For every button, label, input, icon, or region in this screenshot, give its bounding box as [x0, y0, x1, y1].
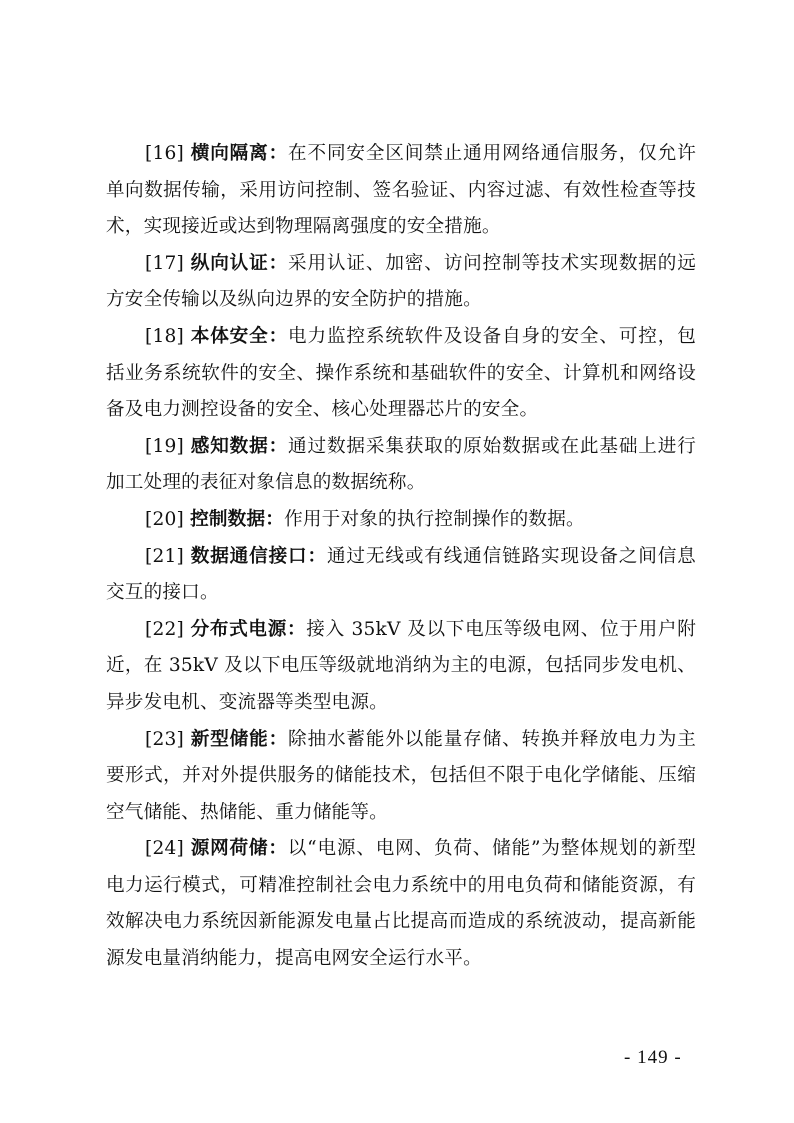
entry-definition: 接入 35kV 及以下电压等级电网、位于用户附近，在 35kV 及以下电压等级就地消纳为主的电源，包括同步发电机、异步发电机、变流器等类型电源。	[106, 618, 696, 713]
definition-21	[106, 539, 696, 612]
page-number: - 149 -	[624, 1047, 682, 1068]
definition-20	[106, 502, 696, 539]
entry-number: [20]	[145, 508, 184, 530]
entry-term: 纵向认证：	[190, 252, 289, 274]
definition-24	[106, 831, 696, 977]
entry-definition: 采用认证、加密、访问控制等技术实现数据的远方安全传输以及纵向边界的安全防护的措施。	[106, 252, 696, 311]
entry-definition: 通过无线或有线通信链路实现设备之间信息交互的接口。	[106, 545, 696, 604]
entry-definition: 在不同安全区间禁止通用网络通信服务，仅允许单向数据传输，采用访问控制、签名验证、内容过滤、有效性检查等技术，实现接近或达到物理隔离强度的安全措施。	[106, 143, 696, 238]
entry-term: 新型储能：	[190, 728, 289, 750]
definition-17	[106, 246, 696, 319]
definition-19	[106, 429, 696, 502]
entry-definition: 除抽水蓄能外以能量存储、转换并释放电力为主要形式，并对外提供服务的储能技术，包括但不限于电化学储能、压缩空气储能、热储能、重力储能等。	[106, 728, 696, 823]
entry-term: 横向隔离：	[190, 143, 289, 164]
entry-definition: 以“电源、电网、负荷、储能”为整体规划的新型电力运行模式，可精准控制社会电力系统中的用电负荷和储能资源，有效解决电力系统因新能源发电量占比提高而造成的系统波动，提高新能源发电量消纳能力，提高电网安全运行水平。	[106, 838, 696, 970]
entry-term: 数据通信接口：	[190, 545, 327, 567]
definition-23	[106, 722, 696, 832]
entry-definition: 作用于对象的执行控制操作的数据。	[284, 508, 585, 530]
definitions-body	[106, 136, 696, 978]
entry-definition: 通过数据采集获取的原始数据或在此基础上进行加工处理的表征对象信息的数据统称。	[106, 435, 696, 494]
entry-term: 源网荷储：	[190, 838, 288, 860]
definition-18	[106, 319, 696, 429]
entry-number: [16]	[145, 143, 184, 164]
entry-number: [19]	[145, 435, 184, 457]
entry-term: 分布式电源：	[190, 618, 307, 640]
entry-definition: 电力监控系统软件及设备自身的安全、可控，包括业务系统软件的安全、操作系统和基础软件的安全、计算机和网络设备及电力测控设备的安全、核心处理器芯片的安全。	[106, 325, 696, 421]
entry-term: 本体安全：	[190, 325, 289, 347]
entry-term: 感知数据：	[190, 435, 289, 457]
entry-number: [24]	[145, 838, 184, 860]
entry-term: 控制数据：	[190, 508, 285, 530]
entry-number: [17]	[145, 252, 184, 274]
entry-number: [22]	[145, 618, 184, 640]
entry-number: [18]	[145, 325, 184, 347]
entry-number: [21]	[145, 545, 184, 567]
definition-22	[106, 612, 696, 722]
definition-16	[106, 136, 696, 246]
entry-number: [23]	[145, 728, 184, 750]
